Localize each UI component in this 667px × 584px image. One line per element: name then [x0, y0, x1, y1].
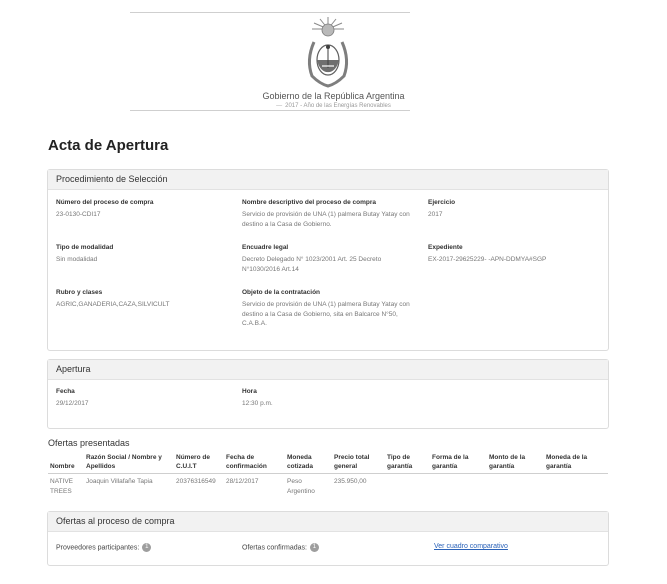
column-header: Nombre: [48, 453, 84, 474]
nombre-value: Servicio de provisión de UNA (1) palmera Butay Yatay con destino a la Casa de Gobierno.: [242, 211, 410, 228]
ejercicio-value: 2017: [428, 211, 443, 218]
table-cell: NATIVE TREES: [50, 478, 73, 495]
column-header: Monto de la garantía: [487, 453, 544, 474]
hora-label: Hora: [242, 388, 257, 395]
rubro-value: AGRIC,GANADERIA,CAZA,SILVICULT: [56, 301, 170, 308]
expediente-value: EX-2017-29625229- -APN-DDMYA#SGP: [428, 256, 547, 263]
government-subtitle: [0, 103, 667, 109]
modalidad-value: Sin modalidad: [56, 256, 98, 263]
ofertas-title: Ofertas presentadas: [48, 438, 130, 448]
nombre-field: [242, 198, 412, 229]
encuadre-label: Encuadre legal: [242, 244, 289, 251]
apertura-title: Apertura: [48, 360, 608, 380]
encuadre-field: [242, 243, 407, 274]
header-top-divider: [130, 12, 410, 13]
government-name: Gobierno de la República Argentina: [262, 91, 405, 101]
encuadre-value: Decreto Delegado N° 1023/2001 Art. 25 Decreto N°1030/2016 Art.14: [242, 256, 382, 273]
apertura-card: [47, 359, 609, 429]
table-cell: 28/12/2017: [226, 478, 259, 485]
argentina-coat-of-arms-icon: [300, 16, 356, 88]
rubro-label: Rubro y clases: [56, 289, 103, 296]
procedimiento-title: Procedimiento de Selección: [48, 170, 608, 190]
ejercicio-field: [428, 198, 598, 220]
numero-value: 23-0130-CDI17: [56, 211, 101, 218]
column-header: Tipo de garantía: [385, 453, 430, 474]
hora-value: 12:30 p.m.: [242, 400, 273, 407]
objeto-field: [242, 288, 412, 329]
fecha-value: 29/12/2017: [56, 400, 89, 407]
table-row: [48, 474, 608, 497]
numero-label: Número del proceso de compra: [56, 199, 154, 206]
fecha-field: [56, 387, 231, 409]
ofertas-proceso-title: Ofertas al proceso de compra: [48, 512, 608, 532]
ver-cuadro-comparativo-link[interactable]: Ver cuadro comparativo: [434, 543, 508, 550]
fecha-label: Fecha: [56, 388, 75, 395]
objeto-label: Objeto de la contratación: [242, 289, 321, 296]
page-title: Acta de Apertura: [48, 137, 169, 154]
expediente-field: [428, 243, 603, 265]
modalidad-label: Tipo de modalidad: [56, 244, 114, 251]
hora-field: [242, 387, 412, 409]
column-header: Moneda cotizada: [285, 453, 332, 474]
column-header: Fecha de confirmación: [224, 453, 285, 474]
proveedores-row: [56, 543, 151, 552]
expediente-label: Expediente: [428, 244, 463, 251]
nombre-label: Nombre descriptivo del proceso de compra: [242, 199, 377, 206]
table-cell: [487, 474, 544, 497]
objeto-value: Servicio de provisión de UNA (1) palmera Butay Yatay con destino a la Casa de Gobierno, sita en Balcarce N°50, C.A.B.A.: [242, 301, 410, 327]
numero-field: [56, 198, 231, 220]
table-cell: Joaquin Villafañe Tapia: [86, 478, 153, 485]
column-header: Forma de la garantía: [430, 453, 487, 474]
table-cell: [430, 474, 487, 497]
column-header: Número de C.U.I.T: [174, 453, 224, 474]
proveedores-label: Proveedores participantes:: [56, 544, 140, 552]
cuadro-row: [434, 543, 508, 550]
procedimiento-card: [47, 169, 609, 351]
table-cell: [385, 474, 430, 497]
column-header: Razón Social / Nombre y Apellidos: [84, 453, 174, 474]
confirmadas-count-badge: 1: [310, 543, 319, 552]
ofertas-proceso-card: [47, 511, 609, 566]
header-bottom-divider: [130, 110, 410, 111]
subtitle-text: 2017 - Año de las Energías Renovables: [285, 103, 391, 109]
table-cell: Peso Argentino: [287, 478, 315, 495]
proveedores-count-badge: 1: [142, 543, 151, 552]
rubro-field: [56, 288, 231, 310]
table-header-row: [48, 453, 608, 474]
column-header: Precio total general: [332, 453, 385, 474]
table-cell: [544, 474, 608, 497]
table-cell: 235.950,00: [334, 478, 367, 485]
ejercicio-label: Ejercicio: [428, 199, 456, 206]
confirmadas-label: Ofertas confirmadas:: [242, 544, 307, 552]
column-header: Moneda de la garantía: [544, 453, 608, 474]
modalidad-field: [56, 243, 231, 265]
confirmadas-row: [242, 543, 319, 552]
table-cell: 20376316549: [176, 478, 216, 485]
ofertas-table: [48, 453, 608, 496]
subtitle-dash: —: [276, 103, 283, 109]
